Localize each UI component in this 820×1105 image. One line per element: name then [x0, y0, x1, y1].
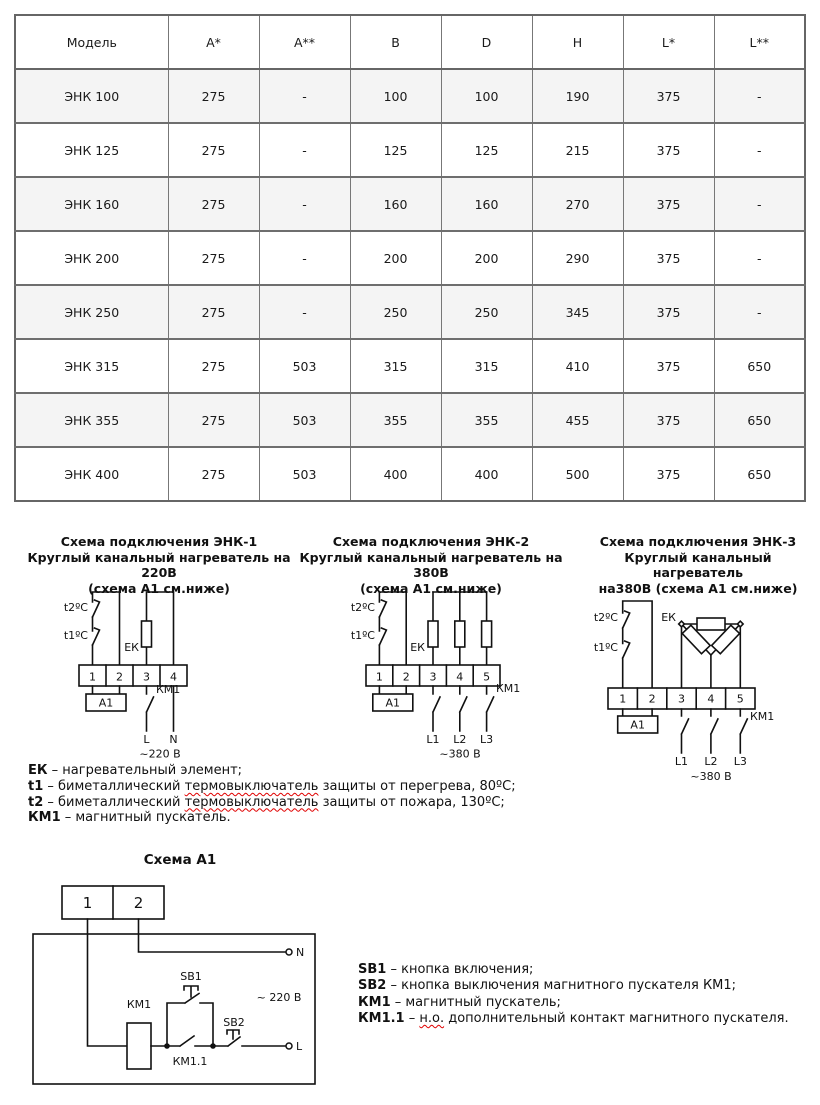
table-cell: -	[259, 177, 350, 231]
km1-contact-icon	[433, 686, 440, 731]
table-cell: 250	[350, 285, 441, 339]
enk3-title-line2: Круглый канальный нагреватель	[624, 549, 772, 580]
components-legend	[28, 763, 516, 826]
table-row	[15, 393, 805, 447]
a1-label: А1	[630, 718, 645, 732]
table-cell: 275	[168, 393, 259, 447]
t1-thermal-switch-icon	[93, 628, 100, 645]
table-cell: ЭНК 125	[15, 123, 168, 177]
t2-label: t2ºС	[63, 601, 88, 614]
km1-label: КМ1	[496, 682, 521, 695]
enk2-title-line3: (схема А1 см.ниже)	[360, 580, 502, 596]
table-cell: 275	[168, 339, 259, 393]
terminal-1: 1	[619, 692, 627, 706]
table-cell: ЭНК 315	[15, 339, 168, 393]
voltage-label: ~380 В	[690, 770, 732, 783]
legend-line: SB1 – кнопка включения;	[358, 962, 534, 977]
phase-l2-label: L2	[453, 733, 467, 746]
enk1-wiring-diagram	[20, 584, 270, 764]
t2-thermal-switch-icon	[379, 600, 386, 617]
neutral-n-label: N	[296, 946, 305, 959]
t2-label: t2ºС	[350, 601, 375, 614]
t1-label: t1ºС	[593, 641, 618, 654]
table-cell: 400	[441, 447, 532, 501]
phase-l3-label: L3	[480, 733, 494, 746]
table-cell: 275	[168, 177, 259, 231]
table-row	[15, 231, 805, 285]
enk1-title-line2: Круглый канальный нагреватель на 220В	[27, 549, 291, 580]
table-cell: 355	[350, 393, 441, 447]
column-header: A**	[259, 15, 350, 69]
table-cell: -	[259, 69, 350, 123]
km1-contact-icon	[711, 709, 718, 753]
table-cell: ЭНК 355	[15, 393, 168, 447]
heater-element-icon	[697, 618, 725, 630]
heater-element-icon	[142, 621, 152, 647]
table-cell: 290	[532, 231, 623, 285]
enk1-title-line1: Схема подключения ЭНК-1	[60, 534, 258, 549]
t2-thermal-switch-icon	[93, 600, 100, 617]
table-cell: 315	[350, 339, 441, 393]
table-cell: 375	[623, 231, 714, 285]
km1-contact-icon	[682, 709, 689, 753]
heater-element-icon	[482, 621, 492, 647]
table-cell: 125	[350, 123, 441, 177]
enk3-wiring-diagram	[590, 588, 820, 793]
ek-label: ЕК	[124, 641, 139, 654]
legend-line: КМ1.1 – н.о. дополнительный контакт магнитного пускателя.	[358, 1010, 789, 1026]
column-header: L**	[714, 15, 805, 69]
l-terminal-icon	[286, 1043, 292, 1049]
sb1-label: SB1	[180, 970, 202, 983]
legend-term: SB1	[358, 962, 387, 977]
table-row	[15, 339, 805, 393]
table-cell: 100	[441, 69, 532, 123]
legend-line: КМ1 – магнитный пускатель.	[28, 810, 231, 826]
terminal-1: 1	[375, 670, 383, 684]
legend-term: t2	[28, 794, 44, 810]
table-cell: 275	[168, 231, 259, 285]
t1-label: t1ºС	[350, 629, 375, 642]
phase-l3-label: L3	[733, 755, 747, 768]
column-header: A*	[168, 15, 259, 69]
table-cell: 375	[623, 123, 714, 177]
terminal-3: 3	[143, 670, 150, 684]
table-cell: 355	[441, 393, 532, 447]
terminal-2: 2	[133, 894, 144, 912]
table-cell: 345	[532, 285, 623, 339]
column-header: H	[532, 15, 623, 69]
phase-l-label: L	[296, 1040, 303, 1053]
legend-term: ЕК	[28, 763, 48, 778]
scheme-a1-legend	[358, 962, 789, 1027]
t1-thermal-switch-icon	[623, 641, 630, 658]
terminal-5: 5	[736, 692, 744, 706]
table-row	[15, 285, 805, 339]
table-cell: 375	[623, 393, 714, 447]
table-cell: -	[259, 123, 350, 177]
table-cell: -	[259, 285, 350, 339]
km1-coil-icon	[127, 1023, 151, 1069]
heater-element-icon	[428, 621, 438, 647]
enk1-title-line3: (схема А1 см.ниже)	[88, 580, 230, 596]
phase-l2-label: L2	[704, 755, 718, 768]
table-cell: 375	[623, 177, 714, 231]
neutral-n-label: N	[169, 733, 178, 746]
table-cell: 275	[168, 123, 259, 177]
legend-term: КМ1	[28, 810, 61, 826]
table-cell: 215	[532, 123, 623, 177]
table-cell: 190	[532, 69, 623, 123]
table-cell: 200	[350, 231, 441, 285]
a1-label: А1	[98, 696, 114, 710]
table-cell: 100	[350, 69, 441, 123]
table-cell: 275	[168, 447, 259, 501]
terminal-3: 3	[429, 670, 437, 684]
enk2-wiring-diagram	[300, 584, 560, 764]
table-cell: 270	[532, 177, 623, 231]
junction-dot	[164, 1043, 170, 1049]
table-cell: -	[259, 231, 350, 285]
table-cell: -	[714, 69, 805, 123]
table-cell: 275	[168, 285, 259, 339]
ek-label: ЕК	[410, 641, 425, 654]
scheme-a1-diagram	[25, 880, 335, 1095]
column-header: L*	[623, 15, 714, 69]
table-cell: -	[714, 177, 805, 231]
t1-thermal-switch-icon	[379, 628, 386, 645]
column-header: D	[441, 15, 532, 69]
table-cell: 250	[441, 285, 532, 339]
table-cell: 125	[441, 123, 532, 177]
table-cell: 275	[168, 69, 259, 123]
table-header-row	[15, 15, 805, 69]
terminal-4: 4	[170, 670, 177, 684]
table-cell: 375	[623, 339, 714, 393]
legend-line: КМ1 – магнитный пускатель;	[358, 994, 561, 1010]
table-row	[15, 177, 805, 231]
table-cell: 400	[350, 447, 441, 501]
legend-term: t1	[28, 778, 44, 794]
table-cell: 503	[259, 447, 350, 501]
column-header: Модель	[15, 15, 168, 69]
table-cell: 200	[441, 231, 532, 285]
table-cell: ЭНК 200	[15, 231, 168, 285]
table-cell: 375	[623, 285, 714, 339]
table-cell: 315	[441, 339, 532, 393]
legend-term: КМ1.1	[358, 1010, 405, 1026]
voltage-label: ~220 В	[139, 747, 181, 761]
enk3-diagram-title	[578, 534, 818, 596]
table-cell: 160	[441, 177, 532, 231]
table-cell: 650	[714, 339, 805, 393]
sb2-label: SB2	[223, 1016, 245, 1029]
voltage-label: ~ 220 В	[256, 991, 302, 1004]
km1-label: КМ1	[126, 998, 152, 1011]
column-header: B	[350, 15, 441, 69]
km11-label: КМ1.1	[172, 1055, 208, 1068]
phase-l1-label: L1	[674, 755, 689, 768]
km1-contact-icon	[460, 686, 467, 731]
n-terminal-icon	[286, 949, 292, 955]
table-cell: 503	[259, 393, 350, 447]
t2-thermal-switch-icon	[623, 611, 630, 628]
table-row	[15, 69, 805, 123]
table-cell: -	[714, 231, 805, 285]
enk2-title-line1: Схема подключения ЭНК-2	[332, 534, 530, 549]
table-cell: ЭНК 250	[15, 285, 168, 339]
km1-contact-icon	[147, 686, 154, 731]
km1-contact-icon	[740, 709, 747, 753]
legend-line: t1 – биметаллический термовыключатель защиты от перегрева, 80ºС;	[28, 778, 516, 794]
table-row	[15, 123, 805, 177]
terminal-5: 5	[483, 670, 491, 684]
table-cell: 160	[350, 177, 441, 231]
legend-term: SB2	[358, 978, 387, 994]
terminal-1: 1	[89, 670, 96, 684]
a1-label: А1	[385, 696, 401, 710]
legend-line: t2 – биметаллический термовыключатель защиты от пожара, 130ºС;	[28, 794, 505, 810]
enk3-title-line1: Схема подключения ЭНК-3	[599, 534, 797, 549]
dimensions-table	[14, 14, 806, 502]
table-cell: 650	[714, 393, 805, 447]
table-cell: 410	[532, 339, 623, 393]
table-cell: ЭНК 160	[15, 177, 168, 231]
legend-line: SB2 – кнопка выключения магнитного пускателя КМ1;	[358, 978, 737, 994]
junction-dot	[210, 1043, 216, 1049]
table-cell: ЭНК 100	[15, 69, 168, 123]
scheme-a1-title: Схема А1	[143, 852, 217, 868]
voltage-label: ~380 В	[439, 747, 481, 761]
t1-label: t1ºС	[63, 629, 88, 642]
table-cell: ЭНК 400	[15, 447, 168, 501]
table-cell: 455	[532, 393, 623, 447]
terminal-2: 2	[402, 670, 410, 684]
table-cell: -	[714, 123, 805, 177]
table-cell: 503	[259, 339, 350, 393]
enk2-title-line2: Круглый канальный нагреватель на 380В	[299, 549, 563, 580]
terminal-4: 4	[707, 692, 715, 706]
heater-element-icon	[455, 621, 465, 647]
table-cell: 375	[623, 447, 714, 501]
table-cell: 500	[532, 447, 623, 501]
km1-contact-icon	[487, 686, 494, 731]
table-cell: -	[714, 285, 805, 339]
phase-l-label: L	[143, 733, 150, 746]
terminal-4: 4	[456, 670, 464, 684]
terminal-2: 2	[116, 670, 123, 684]
terminal-1: 1	[82, 894, 93, 912]
table-row	[15, 447, 805, 501]
phase-l1-label: L1	[426, 733, 440, 746]
km1-label: КМ1	[156, 683, 181, 696]
enk3-title-line3: на380В (схема А1 см.ниже)	[598, 580, 798, 596]
ek-label: ЕК	[661, 611, 676, 624]
km1-label: КМ1	[750, 710, 775, 723]
table-cell: 375	[623, 69, 714, 123]
legend-line: ЕК – нагревательный элемент;	[28, 763, 243, 778]
terminal-2: 2	[648, 692, 656, 706]
table-cell: 650	[714, 447, 805, 501]
legend-term: КМ1	[358, 994, 391, 1010]
terminal-3: 3	[678, 692, 685, 706]
t2-label: t2ºС	[593, 611, 618, 624]
